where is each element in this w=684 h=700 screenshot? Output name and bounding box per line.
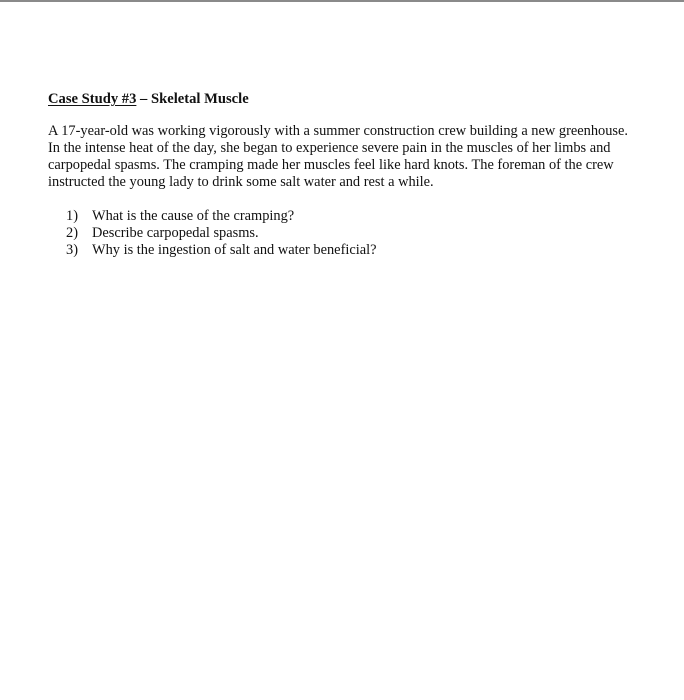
case-study-topic: – Skeletal Muscle (136, 91, 249, 107)
question-number: 2) (66, 225, 78, 241)
case-study-title (48, 90, 628, 108)
question-number: 1) (66, 208, 78, 224)
list-item (66, 225, 628, 242)
question-text: Describe carpopedal spasms. (92, 225, 259, 241)
top-border (0, 0, 684, 2)
case-study-number: Case Study #3 (48, 91, 137, 107)
question-text: What is the cause of the cramping? (92, 208, 295, 224)
question-number: 3) (66, 242, 78, 258)
question-text: Why is the ingestion of salt and water beneficial? (92, 242, 377, 258)
question-list (48, 208, 628, 259)
list-item (66, 242, 628, 259)
list-item (66, 208, 628, 225)
case-description: A 17-year-old was working vigorously with a summer construction crew building a new greenhouse. In the intense heat of the day, she began to experience severe pain in the muscles of her limbs and carpopedal spasms. The cramping made her muscles feel like hard knots. The foreman of the crew instructed the young lady to drink some salt water and rest a while. (48, 123, 629, 190)
document-page (48, 90, 628, 259)
